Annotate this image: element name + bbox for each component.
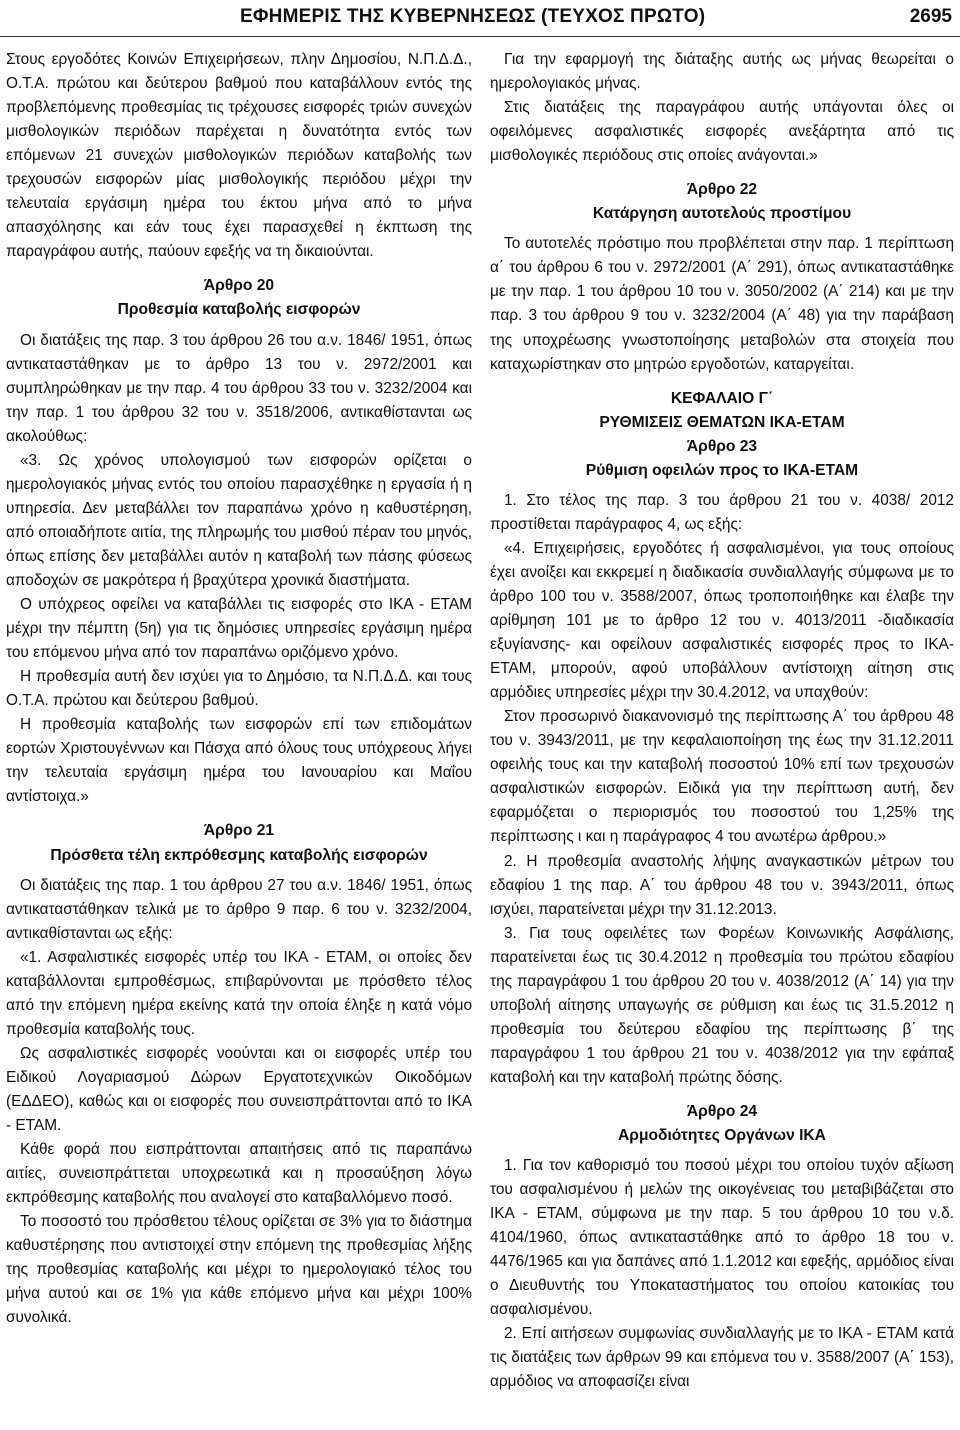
article-23-subtitle: Ρύθμιση οφειλών προς το ΙΚΑ-ΕΤΑΜ xyxy=(585,461,859,479)
chapter-title: ΚΕΦΑΛΑΙΟ Γ΄ xyxy=(670,389,774,407)
left-column xyxy=(6,48,472,1330)
paragraph: Στους εργοδότες Κοινών Επιχειρήσεων, πλην Δημοσίου, Ν.Π.Δ.Δ., Ο.Τ.Α. πρώτου και δεύτερου βαθμού που καταβάλλουν εντός της προβλεπόμενης προθεσμίας τις τρέχουσες εισφορές τριών συνεχών μισθολογικών περιόδων παρέχεται η δυνατότητα εντός των επόμενων 21 συνεχών μισθολογικών περιόδων καταβολής των τρεχουσών εισφορών μίας μισθολογικής περιόδου μέχρι την τελευταία εργάσιμη ημέρα του έκτου μήνα από το μήνα απασχόλησης και εάν τους έχει παρασχεθεί η έκπτωση της παραγράφου αυτής, παύουν εφεξής να τη δικαιούνται. xyxy=(6,51,472,261)
article-23-title: Άρθρο 23 xyxy=(686,437,758,455)
paragraph: Η προθεσμία καταβολής των εισφορών επί των επιδομάτων εορτών Χριστουγέννων και Πάσχα από όλους τους υπόχρεους λήγει την τελευταία εργάσιμη ημέρα του Ιανουαρίου και Μαΐου αντίστοιχα.» xyxy=(6,716,472,806)
article-24-title: Άρθρο 24 xyxy=(686,1102,758,1120)
gazette-title: ΕΦΗΜΕΡΙΣ ΤΗΣ ΚΥΒΕΡΝΗΣΕΩΣ (ΤΕΥΧΟΣ ΠΡΩΤΟ) xyxy=(240,6,706,27)
article-22-title: Άρθρο 22 xyxy=(686,181,758,199)
article-21-title: Άρθρο 21 xyxy=(203,822,275,840)
paragraph: Κάθε φορά που εισπράττονται απαιτήσεις από τις παραπάνω αιτίες, συνεισπράττεται υποχρεωτικά και η προσαύξηση λόγω εκπρόθεσμης καταβολής που αναλογεί στο καταβαλλόμενο ποσό. xyxy=(6,1141,472,1207)
paragraph: 1. Στο τέλος της παρ. 3 του άρθρου 21 του ν. 4038/ 2012 προστίθεται παράγραφος 4, ως εξής: xyxy=(490,491,954,533)
article-20-subtitle: Προθεσμία καταβολής εισφορών xyxy=(117,301,361,319)
header-rule xyxy=(0,36,960,37)
paragraph: Για την εφαρμογή της διάταξης αυτής ως μήνας θεωρείται ο ημερολογιακός μήνας. xyxy=(490,51,954,93)
paragraph: 1. Για τον καθορισμό του ποσού μέχρι του οποίου τυχόν αξίωση του ασφαλισμένου ή μελών της οικογένειας του μεταβιβάζεται στο ΙΚΑ - ΕΤΑΜ, σύμφωνα με την παρ. 5 του άρθρου 10 του ν.δ. 4104/1960, όπως αντικαταστάθηκε από το άρθρο 18 του ν. 4476/1965 και για δαπάνες από 1.1.2012 και εφεξής, αρμόδιος είναι ο Διευθυντής του Υποκαταστήματος του οποίου κατοικίας του ασφαλισμένου. xyxy=(490,1157,954,1319)
paragraph: Στις διατάξεις της παραγράφου αυτής υπάγονται όλες οι οφειλόμενες ασφαλιστικές εισφορές ανεξάρτητα από τις μισθολογικές περιόδους στις οποίες ανάγονται.» xyxy=(490,99,954,165)
article-21-subtitle: Πρόσθετα τέλη εκπρόθεσμης καταβολής εισφορών xyxy=(50,846,428,864)
chapter-subtitle: ΡΥΘΜΙΣΕΙΣ ΘΕΜΑΤΩΝ ΙΚΑ-ΕΤΑΜ xyxy=(599,413,845,431)
paragraph: 2. Η προθεσμία αναστολής λήψης αναγκαστικών μέτρων του εδαφίου 1 της παρ. Α΄ του άρθρου 48 του ν. 3943/2011, όπως ισχύει, παρατείνεται μέχρι την 31.12.2013. xyxy=(490,852,954,918)
paragraph: «4. Επιχειρήσεις, εργοδότες ή ασφαλισμένοι, για τους οποίους έχει ανοίξει και εκκρεμεί η διαδικασία συνδιαλλαγής σύμφωνα με το άρθρο 100 του ν. 3588/2007, όπως τροποποιήθηκε και έλαβε την αρίθμηση 101 με το άρθρο 12 του ν. 4013/2011 -διαδικασία εξυγίανσης- και οφείλουν ασφαλιστικές εισφορές προς το ΙΚΑ-ΕΤΑΜ, μπορούν, αφού υποβάλλουν αντίστοιχη αίτηση στις αρμόδιες υπηρεσίες μέχρι την 30.4.2012, να υπαχθούν: xyxy=(490,539,954,702)
paragraph: 2. Επί αιτήσεων συμφωνίας συνδιαλλαγής με το ΙΚΑ - ΕΤΑΜ κατά τις διατάξεις των άρθρων 99 και επόμενα του ν. 3588/2007 (Α΄ 153), αρμόδιος να αποφασίζει είναι xyxy=(490,1325,954,1391)
paragraph: Η προθεσμία αυτή δεν ισχύει για το Δημόσιο, τα Ν.Π.Δ.Δ. και τους Ο.Τ.Α. πρώτου και δεύτερου βαθμού. xyxy=(6,668,472,710)
article-20-title: Άρθρο 20 xyxy=(203,277,275,295)
article-24-subtitle: Αρμοδιότητες Οργάνων ΙΚΑ xyxy=(618,1127,826,1145)
paragraph: Ο υπόχρεος οφείλει να καταβάλλει τις εισφορές στο ΙΚΑ - ΕΤΑΜ μέχρι την πέμπτη (5η) για τις δημόσιες υπηρεσίες εργάσιμη ημέρα του επόμενου μήνα από τον παραπάνω οριζόμενο χρόνο. xyxy=(6,596,472,662)
article-22-subtitle: Κατάργηση αυτοτελούς προστίμου xyxy=(592,205,852,223)
paragraph: Οι διατάξεις της παρ. 1 του άρθρου 27 του α.ν. 1846/ 1951, όπως αντικαταστάθηκαν τελικά με το άρθρο 9 παρ. 6 του ν. 3232/2004, αντικαθίστανται ως εξής: xyxy=(6,876,472,942)
page-number: 2695 xyxy=(909,6,952,27)
paragraph: «1. Ασφαλιστικές εισφορές υπέρ του ΙΚΑ - ΕΤΑΜ, οι οποίες δεν καταβάλλονται εμπροθέσμως, επιβαρύνονται με πρόσθετο τέλος από την επόμενη ημέρα εκείνης κατά την οποία έληξε η κατά νόμο προθεσμία καταβολής τους. xyxy=(6,948,472,1038)
paragraph: Ως ασφαλιστικές εισφορές νοούνται και οι εισφορές υπέρ του Ειδικού Λογαριασμού Δώρων Εργατοτεχνικών Οικοδόμων (ΕΔΔΕΟ), καθώς και οι εισφορές που συνεισπράττονται από το ΙΚΑ - ΕΤΑΜ. xyxy=(6,1044,472,1135)
paragraph: Το ποσοστό του πρόσθετου τέλους ορίζεται σε 3% για το διάστημα καθυστέρησης που αντιστοιχεί στην επόμενη της προθεσμίας λήξης της προθεσμίας καταβολής και μέχρι το ημερολογιακό τέλος του μήνα αυτού και σε 1% για κάθε επόμενο μήνα και μέχρι 100% συνολικά. xyxy=(6,1213,472,1327)
page-header xyxy=(0,0,960,40)
paragraph: Το αυτοτελές πρόστιμο που προβλέπεται στην παρ. 1 περίπτωση α΄ του άρθρου 6 του ν. 2972/2001 (Α΄ 291), όπως αντικαταστάθηκε με την παρ. 1 του άρθρου 10 του ν. 3050/2002 (Α΄ 214) και με την παρ. 3 του άρθρου 9 του ν. 3232/2004 (Α΄ 48) για την παράβαση της υποχρέωσης γνωστοποίησης μεταβολών στα στοιχεία που καταχωρίστηκαν στο μητρώο εργοδοτών, καταργείται. xyxy=(490,235,954,373)
paragraph: 3. Για τους οφειλέτες των Φορέων Κοινωνικής Ασφάλισης, παρατείνεται έως τις 30.4.2012 η προθεσμία του πρώτου εδαφίου της παραγράφου 1 του άρθρου 20 του ν. 4038/2012 (Α΄ 14) για την υποβολή αίτησης υπαγωγής σε ρύθμιση και έως τις 31.5.2012 η προθεσμία του δεύτερου εδαφίου της περίπτωσης β΄ της παραγράφου 1 του άρθρου 21 του ν. 4038/2012 για την εφάπαξ καταβολή και την καταβολή πρώτης δόσης. xyxy=(490,924,954,1086)
paragraph: Στον προσωρινό διακανονισμό της περίπτωσης Α΄ του άρθρου 48 του ν. 3943/2011, με την κεφαλαιοποίηση της έως την 31.12.2011 οφειλής τους και την καταβολή ποσοστού 10% επί των τρεχουσών ασφαλιστικών εισφορών. Ειδικά για την περίπτωση αυτή, δεν εφαρμόζεται ο περιορισμός του ποσοστού του 1,25% της περίπτωσης ι και η παράγραφος 4 του ανωτέρω άρθρου.» xyxy=(490,708,954,846)
paragraph: «3. Ως χρόνος υπολογισμού των εισφορών ορίζεται ο ημερολογιακός μήνας εντός του οποίου παρασχέθηκε η εργασία ή η υπηρεσία. Δεν μεταβάλλει τον παραπάνω χρόνο η καθυστέρηση, από οποιαδήποτε αιτία, της πληρωμής του μισθού πέραν του μηνός, όπως επίσης δεν μεταβάλλει αυτόν η καταβολή των πάσης φύσεως αποδοχών σε μακρότερα ή βραχύτερα χρονικά διαστήματα. xyxy=(6,451,472,589)
right-column xyxy=(490,48,954,1395)
paragraph: Οι διατάξεις της παρ. 3 του άρθρου 26 του α.ν. 1846/ 1951, όπως αντικαταστάθηκαν με το άρθρο 13 του ν. 2972/2001 και συμπληρώθηκαν με την παρ. 4 του άρθρου 33 του ν. 3232/2004 και την παρ. 1 του άρθρου 32 του ν. 3518/2006, αντικαθίστανται ως ακολούθως: xyxy=(6,331,472,445)
